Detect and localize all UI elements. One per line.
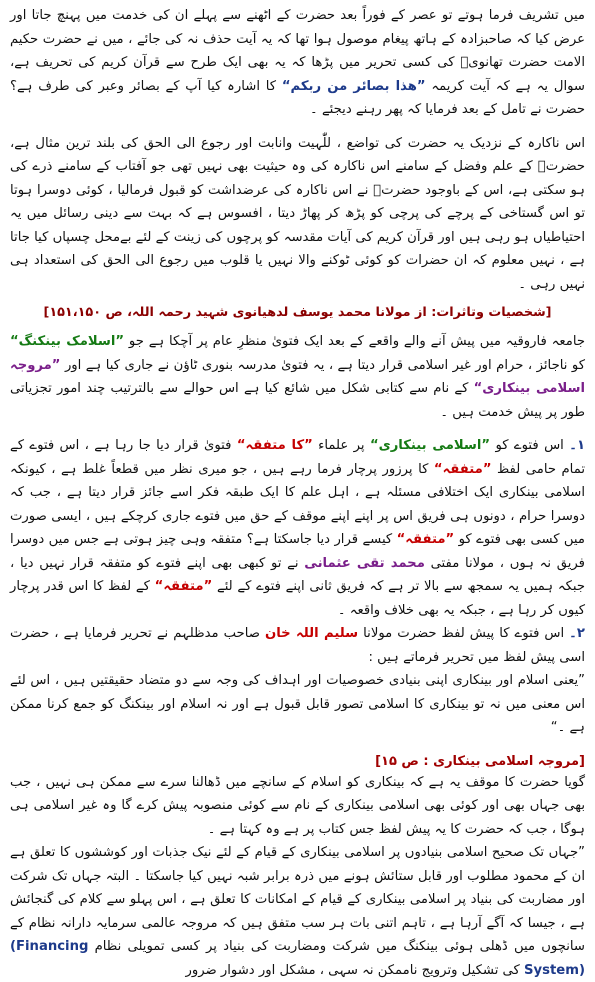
point-number-2: ۲۔: [569, 626, 585, 641]
quranic-verse-quote: ”ھذا بصائر من ربکم“: [281, 78, 426, 94]
islamic-banking-term: ”اسلامک بینکنگ“: [10, 334, 125, 349]
point-number-1: ۱۔: [569, 438, 586, 453]
term-unanimous-3: ”متفقہ“: [396, 532, 455, 547]
book-title-term: ”مروجہ اسلامی بینکاری“: [10, 357, 585, 396]
spacer: [10, 122, 585, 132]
paragraph-1: [10, 4, 585, 122]
paragraph-3-text-b: کو ناجائز ، حرام اور غیر اسلامی قرار دیتا ہے ، یہ فتویٰ مدرسہ بنوری ٹاؤن نے جاری کیا ہے اور: [64, 357, 585, 373]
paragraph-2: اس ناکارہ کے نزدیک یہ حضرت کی تواضع ، للّٰہیت وانابت اور رجوع الی الحق کی بلند ترین مثال ہے، حضرتؒ کے علم وفضل کے سامنے اس ناکارہ کی وہ حیثیت بھی نہیں تھی جو آفتاب کے سامنے ذرے کی ہو سکتی ہے، اس کے باوجود حضرتؒ نے اس ناکارہ کی عرضداشت کو قبول فرمالیا ، کوئی دوسرا ہوتا تو اس گستاخی کے پرچے کی پرچی کو پڑھ کر پھاڑ دیتا ، افسوس ہے کہ بہت سے دینی رسائل میں یہ احتیاطیاں ہو رہی ہیں اور قرآن کریم کی آیات مقدسہ کو پرچوں کی زینت کے لئے بےمحل چسپاں کیا جاتا ہے ، نہیں معلوم کہ ان حضرات کو کوئی ٹوکنے والا نہیں یا قلوب میں رجوع الی الحق کی استعداد ہی نہیں رہی ۔: [10, 135, 585, 292]
paragraph-3-text-a: جامعہ فاروقیہ میں پیش آنے والے واقعے کے بعد ایک فتویٰ منظرِ عام پر آچکا ہے جو: [128, 334, 585, 349]
paragraph-4-text-d: کا پرزور پرچار فرما رہے ہیں ، جو میری نظر میں قطعاً غلط ہے ، کیونکہ اسلامی بینکاری ایک اختلافی مسئلہ ہے ، اہل علم کا ایک طبقہ فکر اسے جائز قرار دیتا ہے ، جب کہ دوسرا حرام ، دونوں ہی فریق اس پر اپنے اپنے موقف کے حق میں فتوے جاری کرچکے ہیں ، ایسی صورت میں کسی بھی فتوے کو: [10, 461, 585, 547]
scholar-name-taqi-usmani: محمد تقی عثمانی: [304, 555, 425, 571]
term-unanimous-4: ”متفقہ“: [154, 579, 213, 594]
paragraph-4-text-e: کیسے قرار دیا جاسکتا ہے؟ متفقہ وہی چیز ہوتی ہے جس میں دوسرا فریق نہ ہوں ، مولانا مفتی: [10, 532, 585, 571]
block-quote: ”یعنی اسلام اور بینکاری اپنی بنیادی خصوصیات اور اہداف کی وجہ سے دو متضاد حقیقتیں ہیں ، اس لئے اس معنی میں نہ تو بینکاری کا اسلامی تصور قابل قبول ہے اور نہ اسلام اور بینکنگ کو جمع کرنا ممکن ہے ۔“: [10, 673, 585, 735]
source-citation: [شخصیات وتاثرات: از مولانا محمد یوسف لدھیانوی شہید رحمہ اللہ، ص ۱۵۱،۱۵۰]: [43, 305, 552, 320]
term-unanimous-1: ”کا متفقہ“: [236, 438, 313, 453]
paragraph-4-text-a: اس فتوے کو: [495, 438, 564, 453]
paragraph-5: [10, 622, 585, 669]
paragraph-6: گویا حضرت کا موقف یہ ہے کہ بینکاری کو اسلام کے سانچے میں ڈھالنا سرے سے ممکن ہی نہیں ، جب بھی جہاں بھی اور کوئی بھی اسلامی بینکاری کے نام سے کوئی منصوبہ پیش کرے گا وہ غیر اسلامی ہی ہوگا ، جب کہ حضرت کا یہ پیش لفظ جس کتاب پر ہے وہ کہتا ہے ۔: [10, 774, 585, 837]
term-unanimous-2: ”متفقہ“: [433, 461, 492, 477]
paragraph-3-text-c: کے نام سے کتابی شکل میں شائع کیا ہے اس حوالے سے بالترتیب چند امور تجزیاتی طور پر پیش خدمت ہیں ۔: [10, 381, 585, 420]
paragraph-7-text-b: کی تشکیل وترویج ناممکن نہ سہی ، مشکل اور دشوار ضرور: [185, 962, 520, 978]
spacer: [10, 740, 585, 750]
paragraph-5-text-b: صاحب مدظلہم نے تحریر فرمایا ہے ، حضرت اسی پیش لفظ میں تحریر فرماتے ہیں :: [10, 626, 585, 665]
paragraph-1-text-a: میں تشریف فرما ہوتے تو عصر کے فوراً بعد حضرت کے اٹھنے سے پہلے ان کی خدمت میں پہنچ جاتا اور عرض کیا کہ صاحبزادہ کے ہاتھ پیغام موصول ہوا تھا کہ یہ آیت حذف نہ کی جائے ، میں نے حضرت حکیم الامت حضرت تھانویؒ کی کسی تحریر میں پڑھا کہ یہ بھی ایک طرح سے قرآن کریم کی تحریف ہے، سوال یہ ہے کہ آیت کریمہ: [10, 8, 585, 94]
paragraph-3: [10, 330, 585, 424]
term-islamic-banking: ”اسلامی بینکاری“: [369, 438, 491, 453]
paragraph-4-text-b: پر علماء: [318, 438, 365, 453]
paragraph-1-text-b: کا اشارہ کیا آپ کے بصائر وعبر کی طرف ہے؟ حضرت نے تامل کے بعد فرمایا کہ پھر رہنے دیجئے ۔: [10, 78, 585, 117]
section-reference: [مروجہ اسلامی بینکاری : ص ۱۵]: [375, 753, 585, 769]
english-term: (Financing System): [10, 939, 585, 978]
paragraph-4-text-c: فتویٰ قرار دیا جا رہا ہے ، اس فتوے کے تمام حامی لفظ: [10, 438, 585, 477]
paragraph-7-text-a: ”جہاں تک صحیح اسلامی بنیادوں پر اسلامی بینکاری کے قیام کے لئے نیک جذبات اور کوششوں کا تعلق ہے ان کے محمود مطلوب اور قابل ستائش ہونے میں ذرہ برابر شبہ نہیں کیا جاسکتا ۔ البتہ جہاں تک شرکت اور مضاربت کی بنیاد پر اسلامی بینکاری کے قیام کے امکانات کا تعلق ہے ، اس پہلو سے کلام کی گنجائش ہے ، جیسا کہ آگے آرہا ہے ، تاہم اتنی بات ہر سب متفق ہیں کہ مروجہ عالمی سرمایہ دارانہ نظام کے سانچوں میں ڈھلی ہوئی بینکنگ میں شرکت ومضاربت کی بنیاد پر کسی تمویلی نظام: [10, 845, 585, 954]
paragraph-7: [10, 841, 585, 982]
spacer: [10, 424, 585, 434]
paragraph-4: [10, 434, 585, 622]
paragraph-4-text-g: کے لفظ کا اس قدر پرچار کیوں کر رہا ہے ، جبکہ یہ بھی خلاف واقعہ ۔: [10, 579, 585, 618]
document-page: [10, 4, 586, 978]
paragraph-5-text-a: اس فتوے کا پیش لفظ حضرت مولانا: [363, 626, 565, 641]
paragraph-4-text-f: نے تو کبھی بھی اپنے فتوے کو متفقہ قرار نہیں دیا ، جبکہ ہمیں یہ سمجھ سے بالا تر ہے کہ فریق ثانی اپنے فتوے کے لئے: [10, 555, 585, 594]
scholar-name-saleemullah-khan: سلیم اللہ خان: [264, 626, 359, 641]
